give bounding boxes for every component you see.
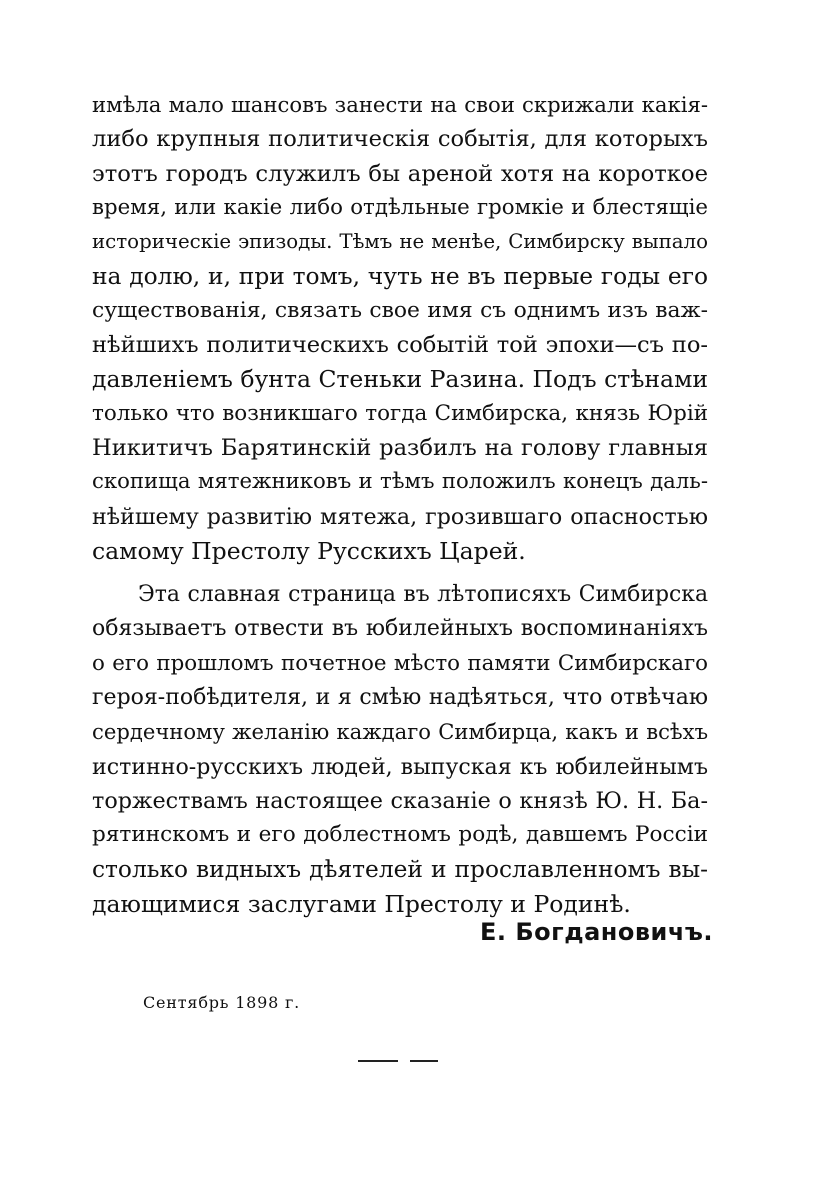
paragraph-gap [92,568,708,578]
text-line: историческіе эпизоды. Тѣмъ не менѣе, Симбирску выпало [92,230,708,254]
closing-rule-right [410,1060,438,1062]
text-line: Эта славная страница въ лѣтописяхъ Симбирска [138,582,708,608]
author-signature: Е. Богдановичъ. [480,918,713,946]
text-line: рятинскомъ и его доблестномъ родѣ, давшемъ Россіи [92,822,708,848]
date-line: Сентябрь 1898 г. [143,993,301,1012]
text-line: о его прошломъ почетное мѣсто памяти Симбирскаго [92,650,708,676]
paragraph-2 [92,578,708,921]
text-line: столько видныхъ дѣятелей и прославленномъ вы- [92,855,708,883]
body-text [92,88,708,921]
text-line: имѣла мало шансовъ занести на свои скрижали какія- [92,92,708,117]
text-line: обязываетъ отвести въ юбилейныхъ воспоминаніяхъ [92,616,708,642]
text-line: нѣйшему развитію мятежа, грозившаго опасностью [92,503,708,530]
text-line: Никитичъ Барятинскій разбилъ на голову главныя [92,434,708,461]
text-line: истинно-русскихъ людей, выпуская къ юбилейнымъ [92,753,708,780]
paragraph-1 [92,88,708,568]
text-line: нѣйшихъ политическихъ событій той эпохи—съ по- [92,332,708,359]
text-line: давленіемъ бунта Стеньки Разина. Подъ стѣнами [92,365,709,394]
text-line: героя-побѣдителя, и я смѣю надѣяться, что отвѣчаю [92,685,708,711]
text-line: самому Престолу Русскихъ Царей. [92,536,526,565]
text-line: на долю, и, при томъ, чуть не въ первые годы его [92,262,708,291]
closing-rule-left [358,1060,398,1062]
text-line: либо крупныя политическія событія, для которыхъ [92,126,708,153]
text-line: дающимися заслугами Престолу и Родинѣ. [92,889,631,918]
text-line: сердечному желанію каждаго Симбирца, какъ и всѣхъ [92,719,708,745]
text-line: существованія, связать свое имя съ однимъ изъ важ- [92,297,708,323]
text-line: скопища мятежниковъ и тѣмъ положилъ конецъ даль- [92,469,708,495]
text-line: этотъ городъ служилъ бы ареной хотя на короткое [92,160,708,187]
text-line: торжествамъ настоящее сказаніе о князѣ Ю. Н. Ба- [92,787,708,814]
text-line: только что возникшаго тогда Симбирска, князь Юрій [92,400,708,426]
text-line: время, или какіе либо отдѣльные громкіе и блестящіе [92,194,708,220]
